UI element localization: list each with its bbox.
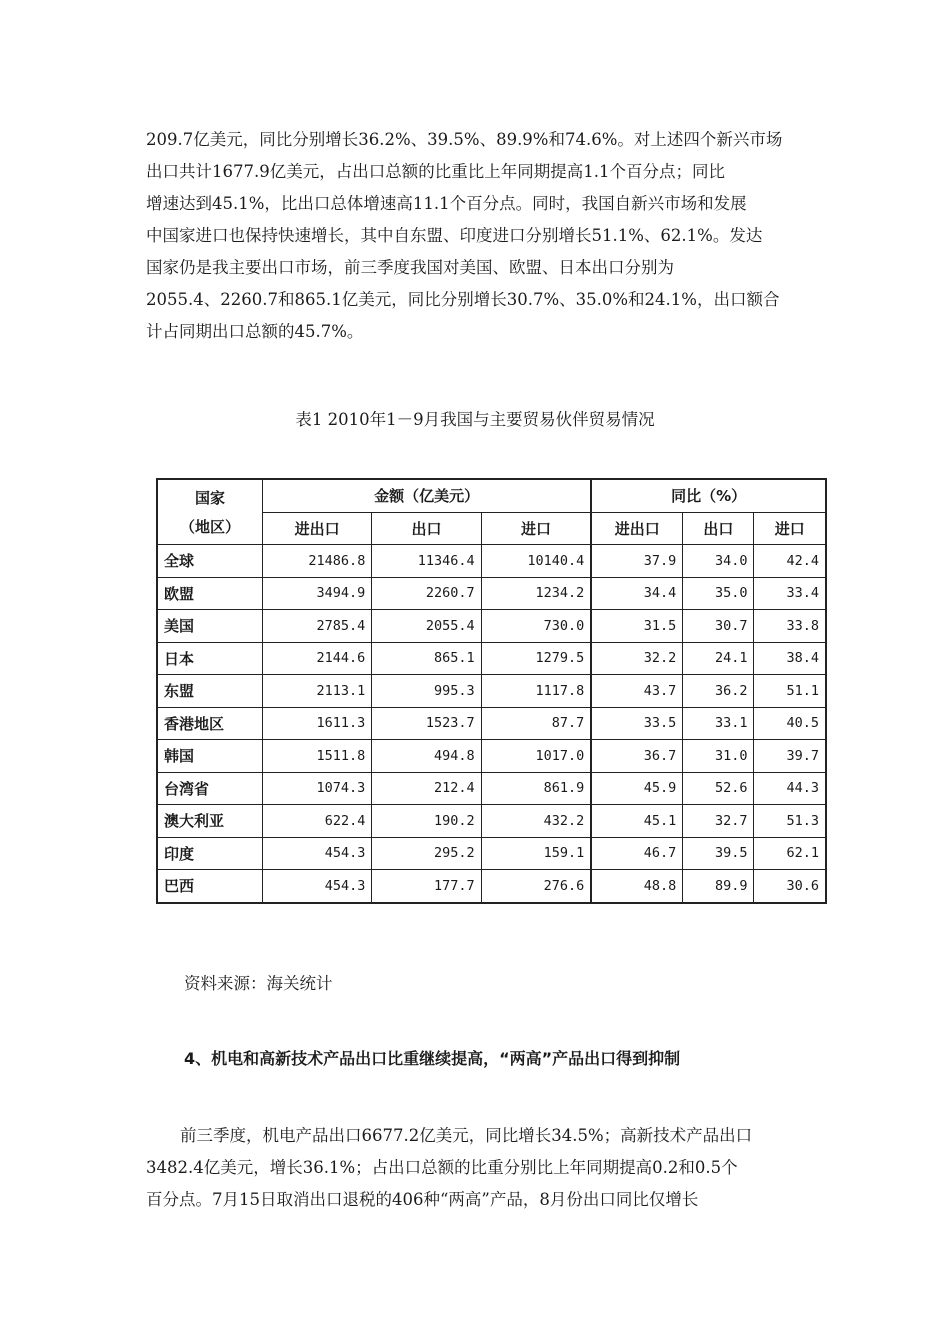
text-line: 中国家进口也保持快速增长，其中自东盟、印度进口分别增长51.1%、62.1%。发达 (146, 226, 763, 245)
value-cell: 51.1 (754, 675, 826, 708)
value-cell: 2113.1 (263, 675, 372, 708)
header-amount: 金额（亿美元） (263, 479, 592, 512)
value-cell: 44.3 (754, 772, 826, 805)
value-cell: 21486.8 (263, 545, 372, 578)
country-cell: 香港地区 (157, 707, 263, 740)
table-row (157, 740, 826, 773)
value-cell: 32.7 (683, 805, 754, 838)
value-cell: 30.6 (754, 870, 826, 903)
text-line: 3482.4亿美元，增长36.1%；占出口总额的比重分别比上年同期提高0.2和0.5个 (146, 1158, 738, 1177)
text-line: 计占同期出口总额的45.7%。 (146, 322, 364, 341)
value-cell: 42.4 (754, 545, 826, 578)
value-cell: 861.9 (481, 772, 591, 805)
value-cell: 31.0 (683, 740, 754, 773)
value-cell: 622.4 (263, 805, 372, 838)
header-country (157, 479, 263, 545)
value-cell: 177.7 (372, 870, 481, 903)
value-cell: 730.0 (481, 610, 591, 643)
table-row (157, 772, 826, 805)
value-cell: 34.0 (683, 545, 754, 578)
table-header-row (157, 479, 826, 512)
country-cell: 美国 (157, 610, 263, 643)
value-cell: 3494.9 (263, 577, 372, 610)
table-row (157, 577, 826, 610)
header-country-line1: 国家 (194, 489, 225, 507)
table-row (157, 642, 826, 675)
table-row (157, 707, 826, 740)
value-cell: 1511.8 (263, 740, 372, 773)
country-cell: 日本 (157, 642, 263, 675)
value-cell: 36.7 (591, 740, 683, 773)
value-cell: 494.8 (372, 740, 481, 773)
value-cell: 2144.6 (263, 642, 372, 675)
value-cell: 32.2 (591, 642, 683, 675)
trade-partners-table (156, 478, 827, 904)
value-cell: 159.1 (481, 837, 591, 870)
country-cell: 韩国 (157, 740, 263, 773)
text-line: 增速达到45.1%，比出口总体增速高11.1个百分点。同时，我国自新兴市场和发展 (146, 194, 747, 213)
subheader-cell: 进出口 (263, 512, 372, 545)
value-cell: 10140.4 (481, 545, 591, 578)
value-cell: 1074.3 (263, 772, 372, 805)
value-cell: 1523.7 (372, 707, 481, 740)
source-note: 资料来源：海关统计 (184, 974, 333, 993)
value-cell: 48.8 (591, 870, 683, 903)
value-cell: 36.2 (683, 675, 754, 708)
subheader-cell: 出口 (372, 512, 481, 545)
value-cell: 40.5 (754, 707, 826, 740)
value-cell: 454.3 (263, 837, 372, 870)
value-cell: 33.1 (683, 707, 754, 740)
table-row (157, 610, 826, 643)
country-cell: 印度 (157, 837, 263, 870)
text-line: 前三季度，机电产品出口6677.2亿美元，同比增长34.5%；高新技术产品出口 (180, 1126, 753, 1145)
table-row (157, 675, 826, 708)
text-line: 国家仍是我主要出口市场，前三季度我国对美国、欧盟、日本出口分别为 (146, 258, 674, 277)
value-cell: 295.2 (372, 837, 481, 870)
subheader-cell: 出口 (683, 512, 754, 545)
value-cell: 1117.8 (481, 675, 591, 708)
value-cell: 432.2 (481, 805, 591, 838)
subheader-cell: 进出口 (591, 512, 683, 545)
country-cell: 台湾省 (157, 772, 263, 805)
header-country-line2: （地区） (179, 518, 240, 536)
country-cell: 全球 (157, 545, 263, 578)
value-cell: 11346.4 (372, 545, 481, 578)
value-cell: 276.6 (481, 870, 591, 903)
body-paragraph (146, 1120, 846, 1216)
value-cell: 1279.5 (481, 642, 591, 675)
country-cell: 东盟 (157, 675, 263, 708)
value-cell: 30.7 (683, 610, 754, 643)
value-cell: 46.7 (591, 837, 683, 870)
value-cell: 62.1 (754, 837, 826, 870)
value-cell: 87.7 (481, 707, 591, 740)
value-cell: 1234.2 (481, 577, 591, 610)
value-cell: 1611.3 (263, 707, 372, 740)
value-cell: 454.3 (263, 870, 372, 903)
value-cell: 51.3 (754, 805, 826, 838)
text-line: 出口共计1677.9亿美元，占出口总额的比重比上年同期提高1.1个百分点；同比 (146, 162, 725, 181)
value-cell: 45.9 (591, 772, 683, 805)
value-cell: 212.4 (372, 772, 481, 805)
subheader-cell: 进口 (481, 512, 591, 545)
table-caption: 表1 2010年1－9月我国与主要贸易伙伴贸易情况 (295, 410, 655, 429)
value-cell: 89.9 (683, 870, 754, 903)
intro-paragraph (146, 124, 846, 348)
value-cell: 995.3 (372, 675, 481, 708)
value-cell: 2785.4 (263, 610, 372, 643)
value-cell: 865.1 (372, 642, 481, 675)
value-cell: 39.5 (683, 837, 754, 870)
value-cell: 2260.7 (372, 577, 481, 610)
value-cell: 190.2 (372, 805, 481, 838)
value-cell: 35.0 (683, 577, 754, 610)
country-cell: 欧盟 (157, 577, 263, 610)
value-cell: 1017.0 (481, 740, 591, 773)
value-cell: 45.1 (591, 805, 683, 838)
value-cell: 33.5 (591, 707, 683, 740)
section-heading: 4、机电和高新技术产品出口比重继续提高，“两高”产品出口得到抑制 (184, 1049, 681, 1068)
country-cell: 巴西 (157, 870, 263, 903)
value-cell: 37.9 (591, 545, 683, 578)
country-cell: 澳大利亚 (157, 805, 263, 838)
value-cell: 2055.4 (372, 610, 481, 643)
text-line: 209.7亿美元，同比分别增长36.2%、39.5%、89.9%和74.6%。对上述四个新兴市场 (146, 130, 783, 149)
subheader-cell: 进口 (754, 512, 826, 545)
value-cell: 33.8 (754, 610, 826, 643)
header-yoy: 同比（%） (591, 479, 826, 512)
value-cell: 31.5 (591, 610, 683, 643)
value-cell: 33.4 (754, 577, 826, 610)
table-row (157, 805, 826, 838)
value-cell: 34.4 (591, 577, 683, 610)
value-cell: 38.4 (754, 642, 826, 675)
table-row (157, 837, 826, 870)
value-cell: 39.7 (754, 740, 826, 773)
text-line: 2055.4、2260.7和865.1亿美元，同比分别增长30.7%、35.0%和24.1%，出口额合 (146, 290, 780, 309)
value-cell: 43.7 (591, 675, 683, 708)
table-row (157, 545, 826, 578)
table-row (157, 870, 826, 903)
text-line: 百分点。7月15日取消出口退税的406种“两高”产品，8月份出口同比仅增长 (146, 1190, 699, 1209)
value-cell: 24.1 (683, 642, 754, 675)
value-cell: 52.6 (683, 772, 754, 805)
